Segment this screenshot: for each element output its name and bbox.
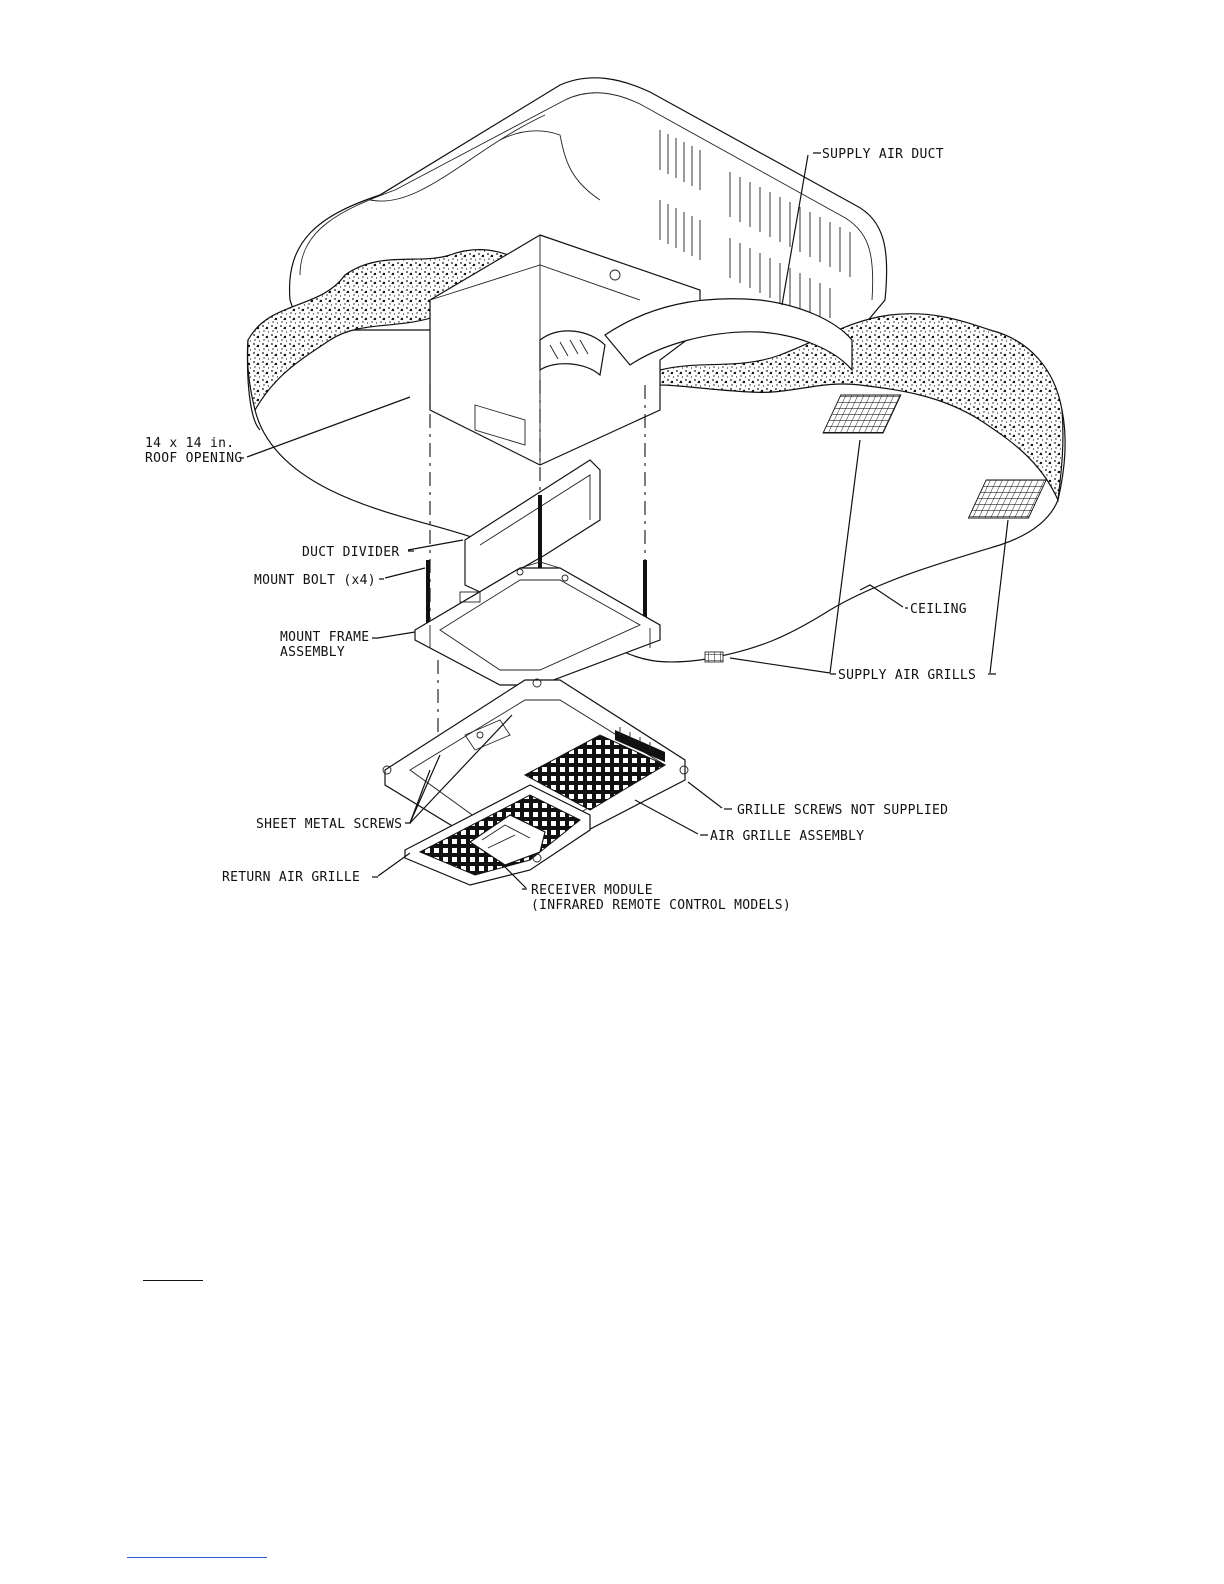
label-sheet-metal-screws: SHEET METAL SCREWS xyxy=(256,817,403,832)
label-air-grille-assembly: AIR GRILLE ASSEMBLY xyxy=(710,829,865,844)
supply-grill-1 xyxy=(823,395,901,433)
label-mount-bolt: MOUNT BOLT (x4) xyxy=(254,573,376,588)
label-duct-divider: DUCT DIVIDER xyxy=(302,545,400,560)
label-supply-air-grills: SUPPLY AIR GRILLS xyxy=(838,668,977,683)
label-receiver-module-line2: (INFRARED REMOTE CONTROL MODELS) xyxy=(531,898,792,913)
label-ceiling: CEILING xyxy=(910,602,967,617)
supply-grill-2 xyxy=(968,480,1046,518)
label-roof-opening-line1: 14 x 14 in. xyxy=(145,436,235,451)
supply-grill-3 xyxy=(705,652,723,662)
footer-link-rule xyxy=(127,1557,267,1558)
label-mount-frame-line1: MOUNT FRAME xyxy=(280,630,370,645)
label-mount-frame-line2: ASSEMBLY xyxy=(280,645,346,660)
mount-frame-assembly xyxy=(415,562,660,685)
label-receiver-module-line1: RECEIVER MODULE xyxy=(531,883,653,898)
label-roof-opening-line2: ROOF OPENING xyxy=(145,451,243,466)
label-grille-screws: GRILLE SCREWS NOT SUPPLIED xyxy=(737,803,949,818)
footnote-rule xyxy=(143,1280,203,1281)
label-return-air-grille: RETURN AIR GRILLE xyxy=(222,870,361,885)
label-supply-air-duct: SUPPLY AIR DUCT xyxy=(822,147,944,162)
